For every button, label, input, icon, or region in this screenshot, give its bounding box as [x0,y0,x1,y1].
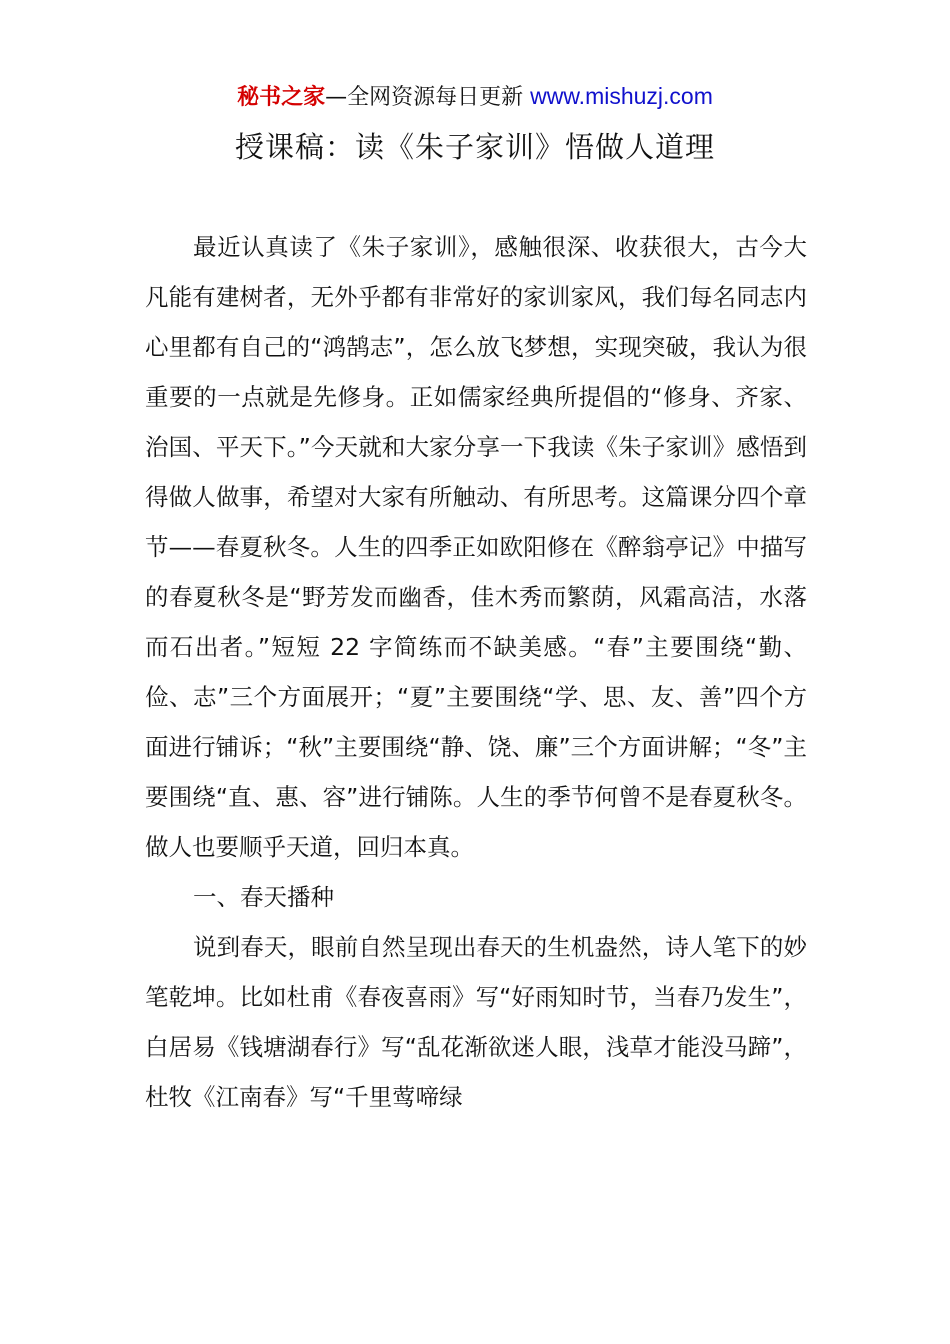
brand-name: 秘书之家 [237,85,326,110]
header-tagline: —全网资源每日更新 [325,85,531,110]
intro-paragraph: 最近认真读了《朱子家训》，感触很深、收获很大，古今大凡能有建树者，无外乎都有非常好的家训家风，我们每名同志内心里都有自己的“鸿鹄志”，怎么放飞梦想，实现突破，我认为很重要的一点就是先修身。正如儒家经典所提倡的“修身、齐家、治国、平天下。”今天就和大家分享一下我读《朱子家训》感悟到得做人做事，希望对大家有所触动、有所思考。这篇课分四个章节——春夏秋冬。人生的四季正如欧阳修在《醉翁亭记》中描写的春夏秋冬是“野芳发而幽香，佳木秀而繁荫，风霜高洁，水落而石出者。”短短 22 字简练而不缺美感。“春”主要围绕“勤、俭、志”三个方面展开；“夏”主要围绕“学、思、友、善”四个方面进行铺诉；“秋”主要围绕“静、饶、廉”三个方面讲解；“冬”主要围绕“直、惠、容”进行铺陈。人生的季节何曾不是春夏秋冬。做人也要顺乎天道，回归本真。 [145,233,807,861]
site-header [0,80,950,114]
document-body [145,222,807,1122]
document-title: 授课稿：读《朱子家训》悟做人道理 [234,130,715,164]
site-url-link[interactable]: www.mishuzj.com [530,83,713,109]
spring-paragraph: 说到春天，眼前自然呈现出春天的生机盎然，诗人笔下的妙笔乾坤。比如杜甫《春夜喜雨》写“好雨知时节，当春乃发生”，白居易《钱塘湖春行》写“乱花渐欲迷人眼，浅草才能没马蹄”，杜牧《江南春》写“千里莺啼绿 [145,933,807,1111]
section-heading-spring: 一、春天播种 [193,883,334,911]
